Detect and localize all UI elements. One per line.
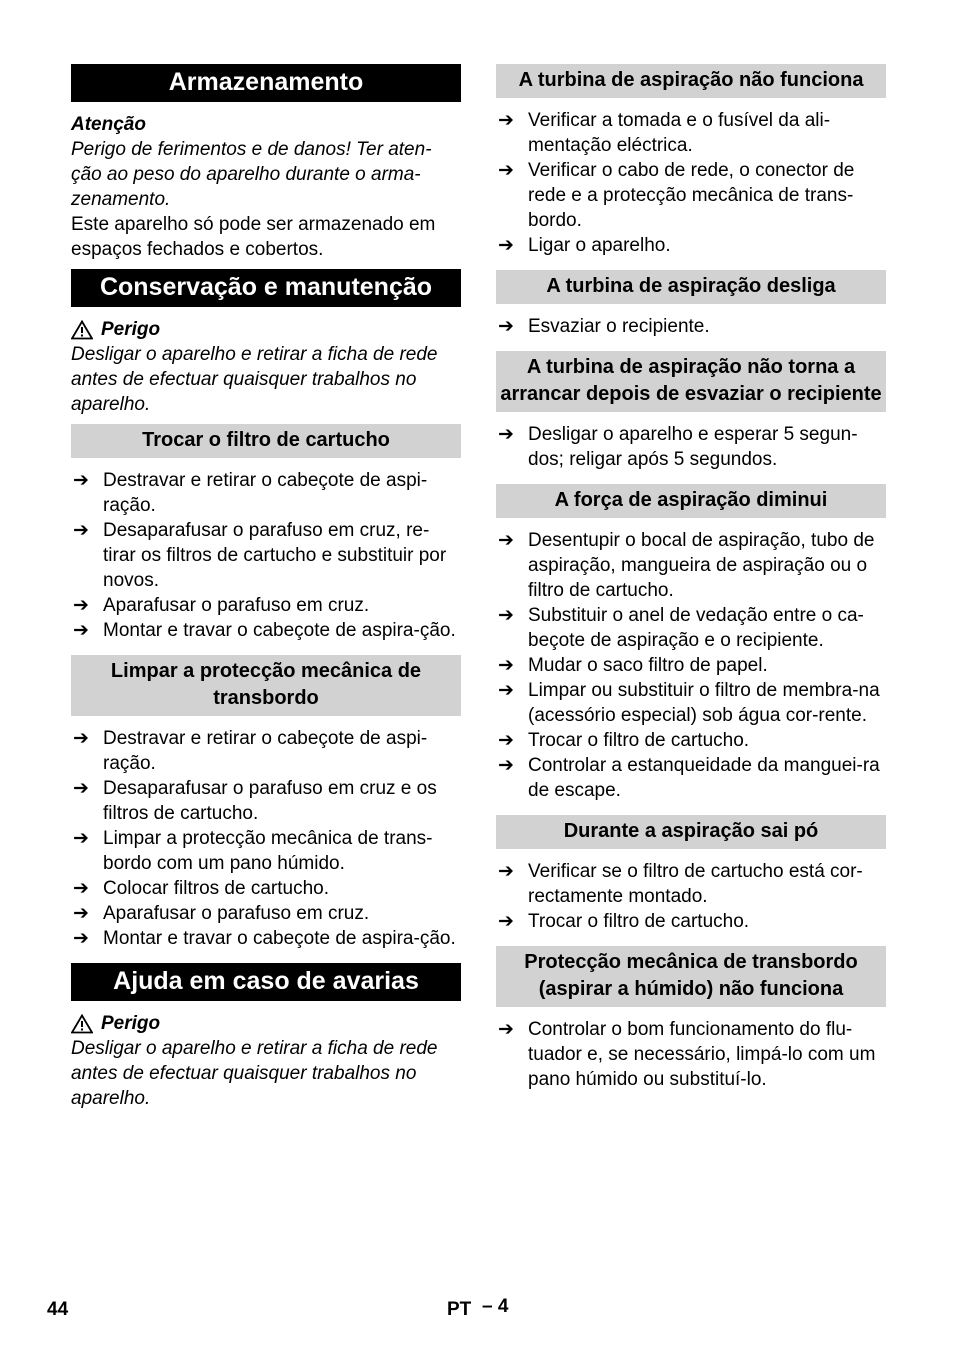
arrow-right-icon: ➔ [498,424,514,445]
arrow-right-icon: ➔ [73,903,89,924]
heading-overflow: Limpar a protecção mecânica de transbordo [71,655,461,716]
arrow-right-icon: ➔ [73,928,89,949]
arrow-right-icon: ➔ [498,530,514,551]
arrow-right-icon: ➔ [498,911,514,932]
heading-turbine-no-restart: A turbina de aspiração não torna a arrancar depois de esvaziar o recipiente [496,351,886,412]
arrow-right-icon: ➔ [498,861,514,882]
warning-triangle-icon [71,320,93,340]
arrow-right-icon: ➔ [498,730,514,751]
list-item: ➔ Desentupir o bocal de aspiração, tubo de aspiração, mangueira de aspiração ou o filtro de cartucho. [498,530,875,601]
heading-maintenance: Conservação e manutenção [71,269,461,307]
suction-decreases-steps [496,528,886,803]
list-item: ➔ Desligar o aparelho e esperar 5 segun-dos; religar após 5 segundos. [498,424,858,470]
arrow-right-icon: ➔ [498,160,514,181]
list-item: ➔ Destravar e retirar o cabeçote de aspi-ração. [73,728,428,774]
arrow-right-icon: ➔ [498,680,514,701]
storage-body: Este aparelho só pode ser armazenado em espaços fechados e cobertos. [71,214,436,260]
heading-suction-decreases: A força de aspiração diminui [496,484,886,518]
heading-turbine-switches-off: A turbina de aspiração desliga [496,270,886,304]
left-column [71,64,461,1111]
list-item: ➔ Desaparafusar o parafuso em cruz e os filtros de cartucho. [73,778,437,824]
arrow-right-icon: ➔ [498,605,514,626]
section-page: – 4 [482,1296,509,1317]
list-item: ➔ Desaparafusar o parafuso em cruz, re-tirar os filtros de cartucho e substituir por novos. [73,520,447,591]
warning-triangle-icon [71,1014,93,1034]
arrow-right-icon: ➔ [73,595,89,616]
arrow-right-icon: ➔ [498,655,514,676]
arrow-right-icon: ➔ [498,110,514,131]
heading-dust-escapes: Durante a aspiração sai pó [496,815,886,849]
overflow-protection-fault-steps [496,1017,886,1092]
arrow-right-icon: ➔ [498,1019,514,1040]
attention-label: Atenção [71,114,146,135]
list-item: ➔ Montar e travar o cabeçote de aspira-ção. [73,928,456,949]
arrow-right-icon: ➔ [73,828,89,849]
heading-overflow-protection-fault: Protecção mecânica de transbordo (aspirar a húmido) não funciona [496,946,886,1007]
dust-escapes-steps [496,859,886,934]
list-item: ➔ Controlar o bom funcionamento do flu-tuador e, se necessário, limpá-lo com um pano húmido ou substituí-lo. [498,1019,876,1090]
list-item: ➔ Colocar filtros de cartucho. [73,878,329,899]
list-item: ➔ Destravar e retirar o cabeçote de aspi-ração. [73,470,428,516]
arrow-right-icon: ➔ [498,316,514,337]
arrow-right-icon: ➔ [73,470,89,491]
list-item: ➔ Mudar o saco filtro de papel. [498,655,768,676]
arrow-right-icon: ➔ [73,520,89,541]
list-item: ➔ Aparafusar o parafuso em cruz. [73,903,370,924]
arrow-right-icon: ➔ [73,620,89,641]
list-item: ➔ Verificar a tomada e o fusível da ali-mentação eléctrica. [498,110,831,156]
arrow-right-icon: ➔ [73,878,89,899]
list-item: ➔ Substituir o anel de vedação entre o ca-beçote de aspiração e o recipiente. [498,605,864,651]
danger-label: Perigo [101,319,161,340]
heading-faults: Ajuda em caso de avarias [71,963,461,1001]
list-item: ➔ Verificar o cabo de rede, o conector de rede e a protecção mecânica de trans-bordo. [498,160,855,231]
arrow-right-icon: ➔ [73,728,89,749]
arrow-right-icon: ➔ [498,755,514,776]
page-number: 44 [47,1299,69,1320]
danger-label: Perigo [101,1013,161,1034]
list-item: ➔ Aparafusar o parafuso em cruz. [73,595,370,616]
overflow-steps [71,726,461,951]
danger-text: Desligar o aparelho e retirar a ficha de rede antes de efectuar quaisquer trabalhos no aparelho. [71,344,438,415]
right-column [496,64,886,1092]
list-item: ➔ Montar e travar o cabeçote de aspira-ção. [73,620,456,641]
list-item: ➔ Verificar se o filtro de cartucho está cor-rectamente montado. [498,861,863,907]
heading-storage: Armazenamento [71,64,461,102]
list-item: ➔ Trocar o filtro de cartucho. [498,730,750,751]
arrow-right-icon: ➔ [498,235,514,256]
heading-turbine-not-working: A turbina de aspiração não funciona [496,64,886,98]
list-item: ➔ Trocar o filtro de cartucho. [498,911,750,932]
turbine-switches-off-steps [496,314,886,339]
danger-text: Desligar o aparelho e retirar a ficha de rede antes de efectuar quaisquer trabalhos no aparelho. [71,1038,438,1109]
turbine-not-working-steps [496,108,886,258]
danger-label-row [71,1011,461,1036]
danger-label-row [71,317,461,342]
list-item: ➔ Esvaziar o recipiente. [498,316,710,337]
attention-text: Perigo de ferimentos e de danos! Ter aten-ção ao peso do aparelho durante o arma-zenamento. [71,139,432,210]
list-item: ➔ Ligar o aparelho. [498,235,671,256]
turbine-no-restart-steps [496,422,886,472]
arrow-right-icon: ➔ [73,778,89,799]
list-item: ➔ Limpar ou substituir o filtro de membra-na (acessório especial) sob água cor-rente. [498,680,880,726]
list-item: ➔ Controlar a estanqueidade da manguei-ra de escape. [498,755,880,801]
heading-filter: Trocar o filtro de cartucho [71,424,461,458]
list-item: ➔ Limpar a protecção mecânica de trans-bordo com um pano húmido. [73,828,433,874]
filter-steps [71,468,461,643]
language-code: PT [447,1299,472,1320]
